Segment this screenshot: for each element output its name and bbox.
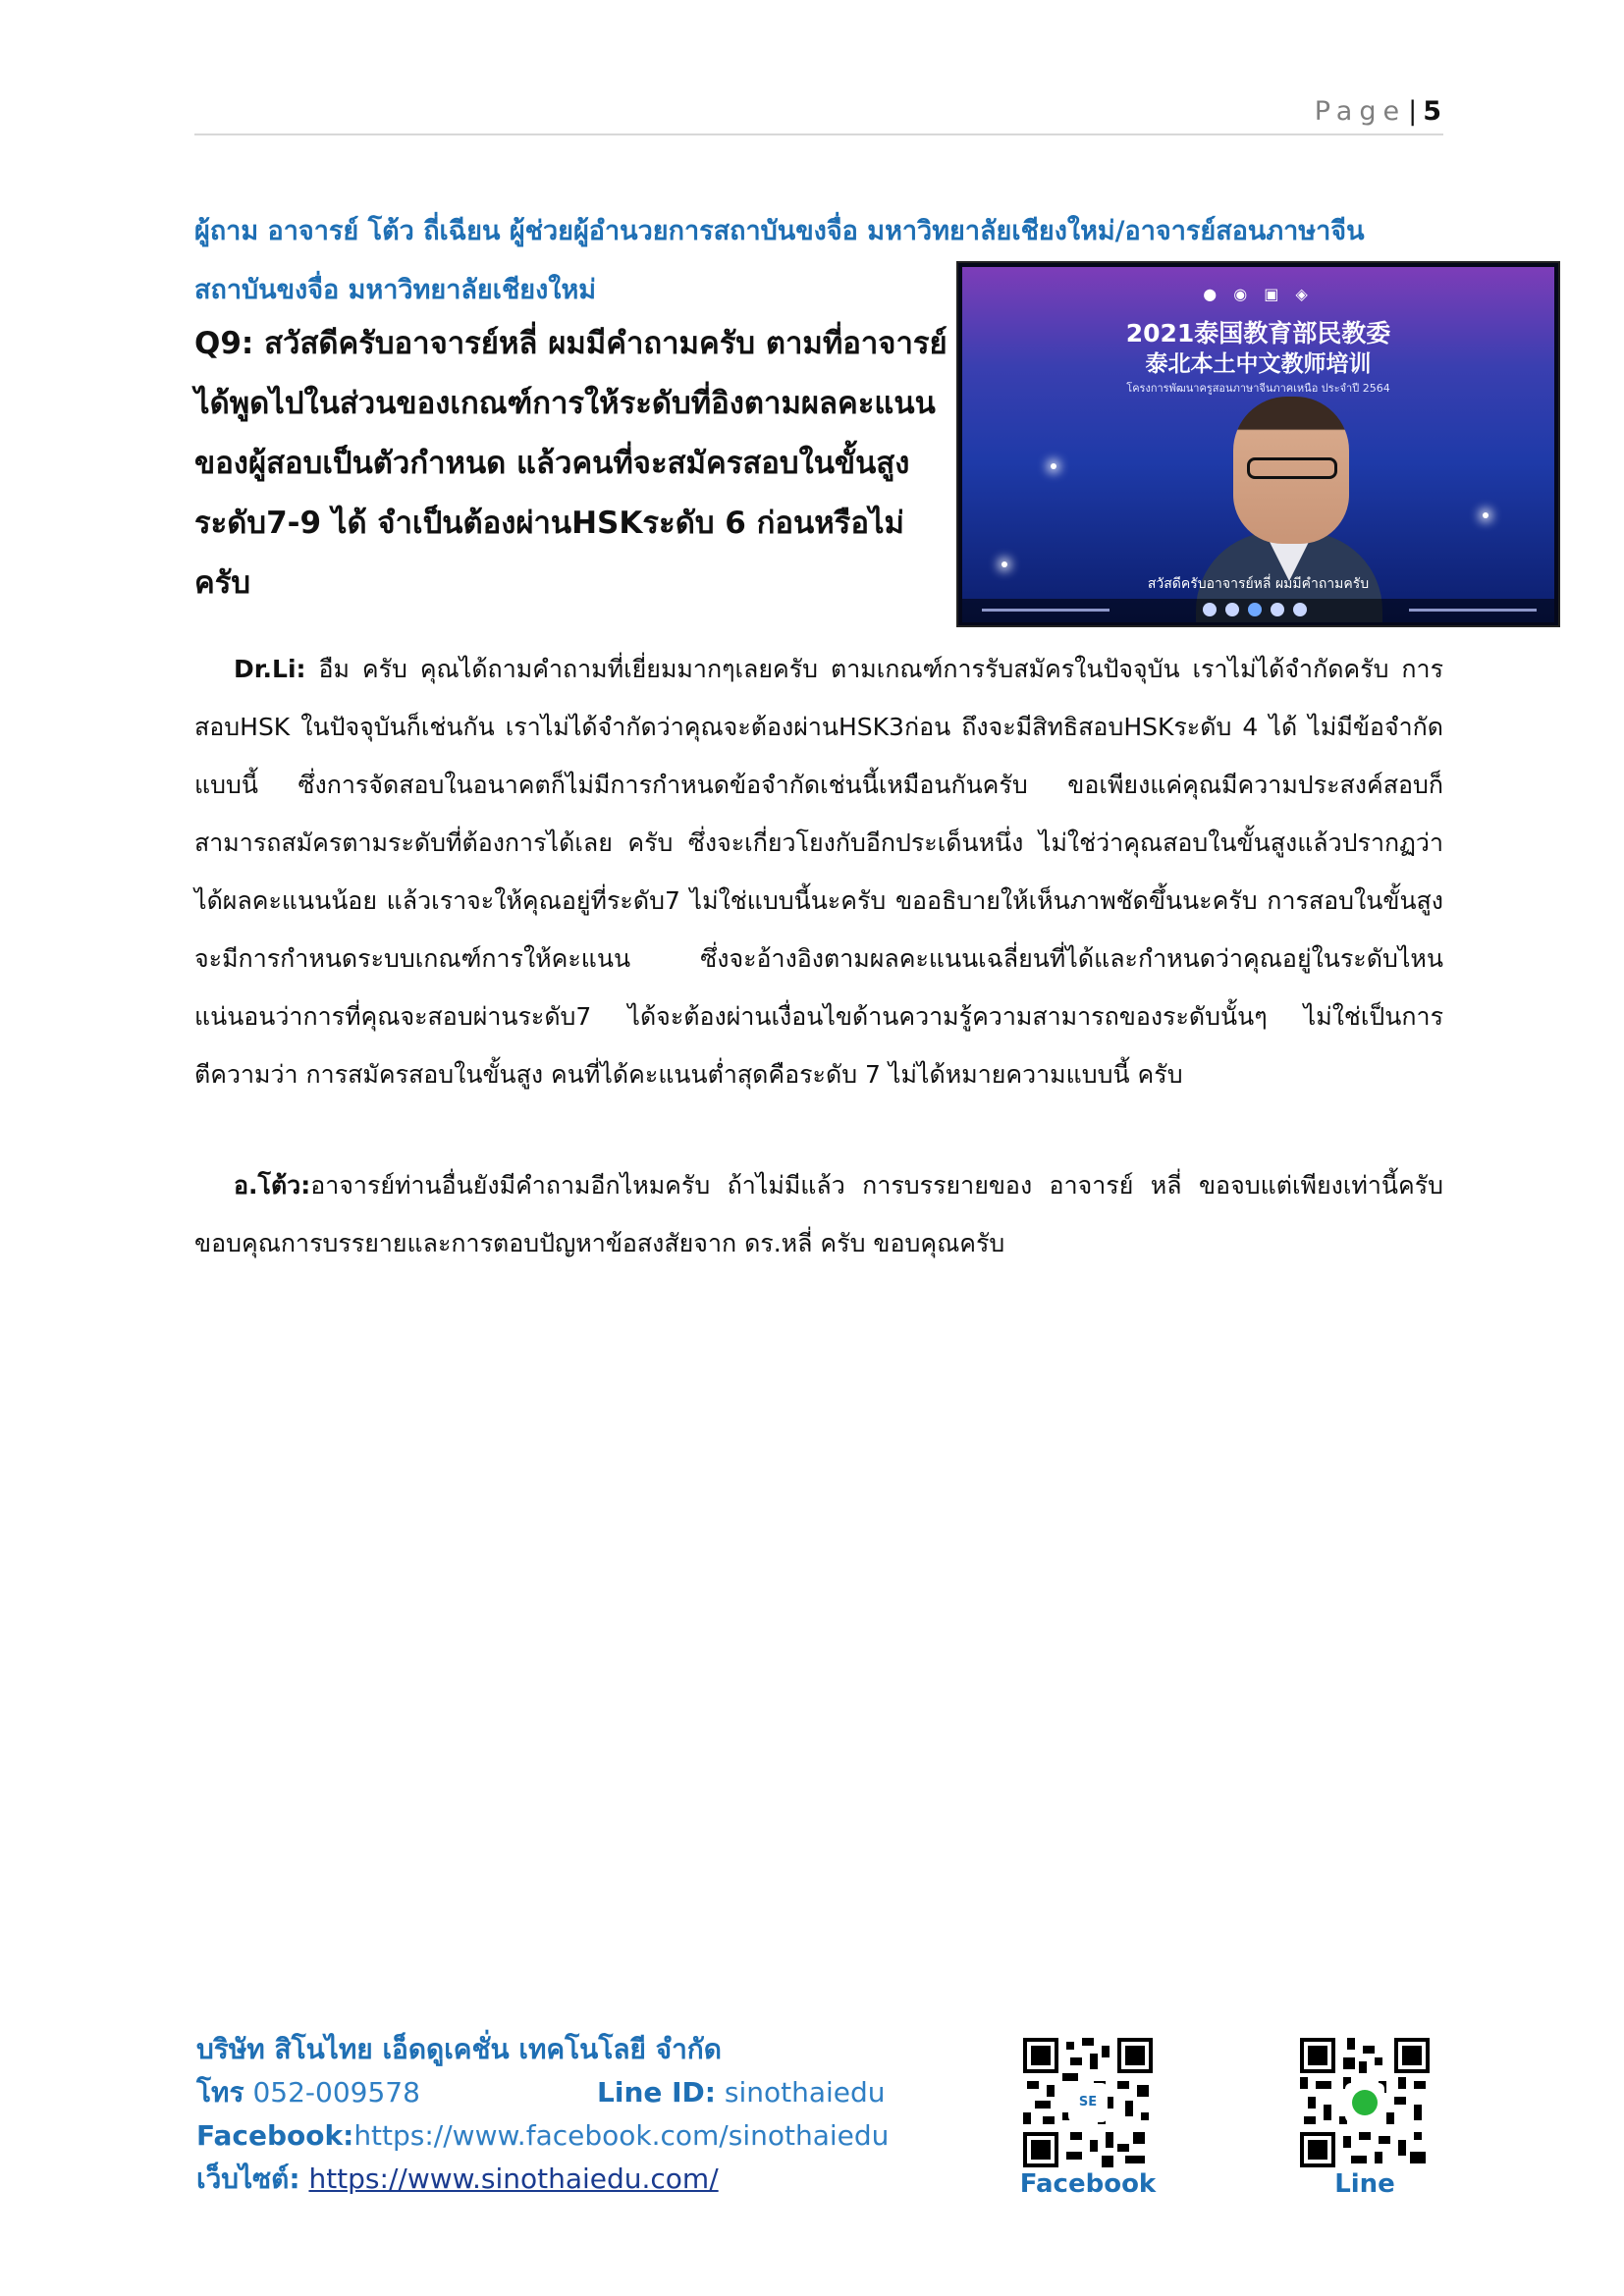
previous-icon [1203,603,1217,616]
facebook-qr-code-icon[interactable] [1023,2038,1153,2167]
answer-ajarn-tou [194,1156,1443,1272]
line-id: sinothaiedu [724,2076,886,2109]
sinothai-logo-icon: SE [1078,2095,1098,2109]
interviewer-line: ผู้ถาม อาจารย์ โต้ว ถี่เฉียน ผู้ช่วยผู้อำนวยการสถาบันขงจื่อ มหาวิทยาลัยเชียงใหม่/อาจารย์สอนภาษาจีนสถาบันขงจื่อ มหาวิทยาลัยเชียงใหม่ [194,216,1365,305]
answer-text: อาจารย์ท่านอื่นยังมีคำถามอีกไหมครับ ถ้าไม่มีแล้ว การบรรยายของ อาจารย์ หลี่ ขอจบแต่เพียงเท่านี้ครับ ขอบคุณการบรรยายและการตอบปัญหาข้อสงสัยจาก ดร.หลี่ ครับ ขอบคุณครับ [194,1171,1443,1257]
facebook-row [196,2114,943,2158]
video-controls [962,599,1554,622]
answer-dr-li [194,640,1443,1103]
website-link[interactable]: https://www.sinothaiedu.com/ [308,2163,719,2195]
page-separator: | [1408,96,1418,127]
next-icon [1293,603,1307,616]
progress-bar-left [982,609,1110,612]
footer-contact [196,2028,943,2201]
line-id-label: Line ID: [597,2076,716,2109]
speaker-label: Dr.Li: [234,655,306,683]
video-small-text: โครงการพัฒนาครูสอนภาษาจีนภาคเหนือ ประจำปี 2564 [1126,382,1390,395]
facebook-label: Facebook: [196,2119,354,2152]
progress-bar-right [1409,609,1537,612]
website-label: เว็บไซต์: [196,2163,300,2195]
speaker-label: อ.โต้ว: [234,1171,311,1200]
answer-text: อืม ครับ คุณได้ถามคำถามที่เยี่ยมมากๆเลยครับ ตามเกณฑ์การรับสมัครในปัจจุบัน เราไม่ได้จำกัดครับ การสอบHSK ในปัจจุบันก็เช่นกัน เราไม่ได้จำกัดว่าคุณจะต้องผ่านHSK3ก่อน ถึงจะมีสิทธิสอบHSKระดับ 4 ได้ ไม่มีข้อจำกัดแบบนี้ ซึ่งการจัดสอบในอนาคตก็ไม่มีการกำหนดข้อจำกัดเช่นนี้เหมือนกันครับ ขอเพียงแค่คุณมีความประสงค์สอบก็สามารถสมัครตามระดับที่ต้องการได้เลย ครับ ซึ่งจะเกี่ยวโยงกับอีกประเด็นหนึ่ง ไม่ใช่ว่าคุณสอบในขั้นสูงแล้วปรากฏว่าได้ผลคะแนนน้อย แล้วเราจะให้คุณอยู่ที่ระดับ7 ไม่ใช่แบบนี้นะครับ ขออธิบายให้เห็นภาพชัดขึ้นนะครับ การสอบในขั้นสูงจะมีการกำหนดระบบเกณฑ์การให้คะแนน ซึ่งจะอ้างอิงตามผลคะแนนเฉลี่ยนที่ได้และกำหนดว่าคุณอยู่ในระดับไหน แน่นอนว่าการที่คุณจะสอบผ่านระดับ7 ได้จะต้องผ่านเงื่อนไขด้านความรู้ความสามารถของระดับนั้นๆ ไม่ใช่เป็นการตีความว่า การสมัครสอบในขั้นสูง คนที่ได้คะแนนต่ำสุดคือระดับ 7 ไม่ได้หมายความแบบนี้ ครับ [194,655,1443,1089]
video-logos-icon: ● ◉ ▣ ◈ [1203,285,1314,303]
phone-number: 052-009578 [252,2076,420,2109]
sparkle-icon [1001,561,1007,567]
page-label: Page [1314,96,1407,127]
company-name: บริษัท สิโนไทย เอ็ดดูเคชั่น เทคโนโลยี จำกัด [196,2033,722,2065]
forward-icon [1271,603,1284,616]
line-qr-label: Line [1334,2169,1395,2199]
page-number: 5 [1423,96,1441,127]
video-title-line2: 泰北本土中文教师培训 [1145,351,1372,377]
video-screenshot [956,261,1560,627]
phone-row [196,2071,943,2114]
facebook-url[interactable]: https://www.facebook.com/sinothaiedu [353,2119,890,2152]
line-id-group [597,2071,886,2114]
play-icon [1248,603,1262,616]
question-text: Q9: สวัสดีครับอาจารย์หลี่ ผมมีคำถามครับ ตามที่อาจารย์ได้พูดไปในส่วนของเกณฑ์การให้ระดับที่อิงตามผลคะแนนของผู้สอบเป็นตัวกำหนด แล้วคนที่จะสมัครสอบในขั้นสูงระดับ7-9 ได้ จำเป็นต้องผ่านHSKระดับ 6 ก่อนหรือไม่ ครับ [194,326,947,601]
video-background [962,267,1554,622]
video-title-line1: 2021泰国教育部民教委 [1125,319,1391,347]
website-row [196,2158,943,2201]
page-number-header [1315,96,1441,127]
sparkle-icon [1483,512,1489,518]
phone-label: โทร [196,2076,244,2109]
sparkle-icon [1051,463,1056,469]
line-qr-code-icon[interactable] [1300,2038,1430,2167]
rewind-icon [1225,603,1239,616]
line-logo-icon [1352,2090,1378,2115]
glasses-icon [1247,457,1337,479]
header-rule [194,133,1443,135]
video-subtitle: สวัสดีครับอาจารย์หลี่ ผมมีคำถามครับ [1147,576,1370,592]
facebook-qr-label: Facebook [1019,2169,1157,2199]
